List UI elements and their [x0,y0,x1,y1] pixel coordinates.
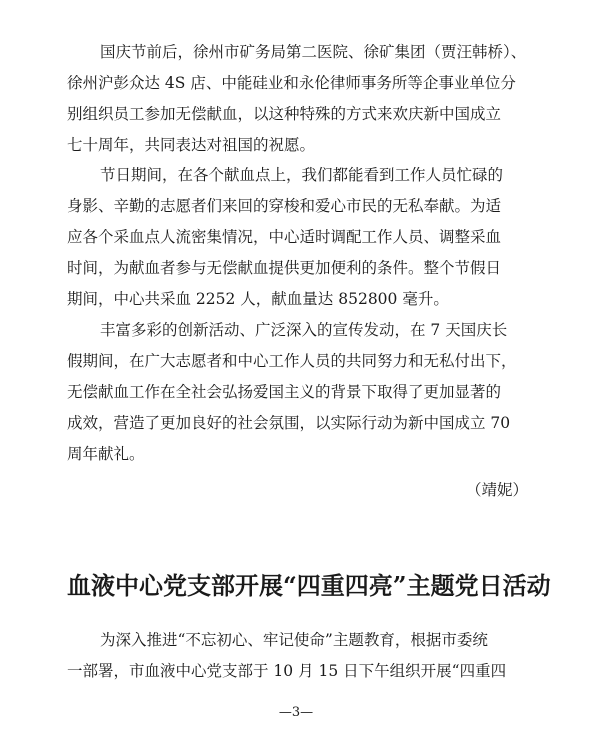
paragraph-3-line: 丰富多彩的创新活动、广泛深入的宣传发动，在 7 天国庆长 [100,321,508,339]
page-number: —3— [278,705,314,720]
author-signature: （靖妮） [466,481,529,499]
paragraph-3-line: 假期间，在广大志愿者和中心工作人员的共同努力和无私付出下， [67,352,517,370]
paragraph-1-line: 徐州沪彭众达 4S 店、中能硅业和永伦律师事务所等企事业单位分 [67,74,516,92]
paragraph-2-line: 节日期间，在各个献血点上，我们都能看到工作人员忙碌的 [100,166,504,184]
paragraph-2-line: 身影、辛勤的志愿者们来回的穿梭和爱心市民的无私奉献。为适 [67,197,502,215]
paragraph-3-line: 无偿献血工作在全社会弘扬爱国主义的背景下取得了更加显著的 [67,383,502,401]
paragraph-2-line: 时间，为献血者参与无偿献血提供更加便利的条件。整个节假日 [67,259,502,277]
paragraph-3-line: 成效，营造了更加良好的社会氛围，以实际行动为新中国成立 70 [67,414,511,432]
paragraph-1-line: 别组织员工参加无偿献血，以这种特殊的方式来欢庆新中国成立 [67,105,502,123]
article-headline: 血液中心党支部开展“四重四亮”主题党日活动 [67,571,551,600]
paragraph-2-line: 期间，中心共采血 2252 人，献血量达 852800 毫升。 [67,290,449,308]
paragraph-1-line: 国庆节前后，徐州市矿务局第二医院、徐矿集团（贾汪韩桥）、 [100,43,527,61]
paragraph-4-line: 一部署，市血液中心党支部于 10 月 15 日下午组织开展“四重四 [67,662,507,680]
paragraph-1-line: 七十周年，共同表达对祖国的祝愿。 [67,136,316,154]
paragraph-3-line: 周年献礼。 [67,445,145,463]
paragraph-4-line: 为深入推进“不忘初心、牢记使命”主题教育，根据市委统 [100,631,488,649]
paragraph-2-line: 应各个采血点人流密集情况，中心适时调配工作人员、调整采血 [67,228,502,246]
